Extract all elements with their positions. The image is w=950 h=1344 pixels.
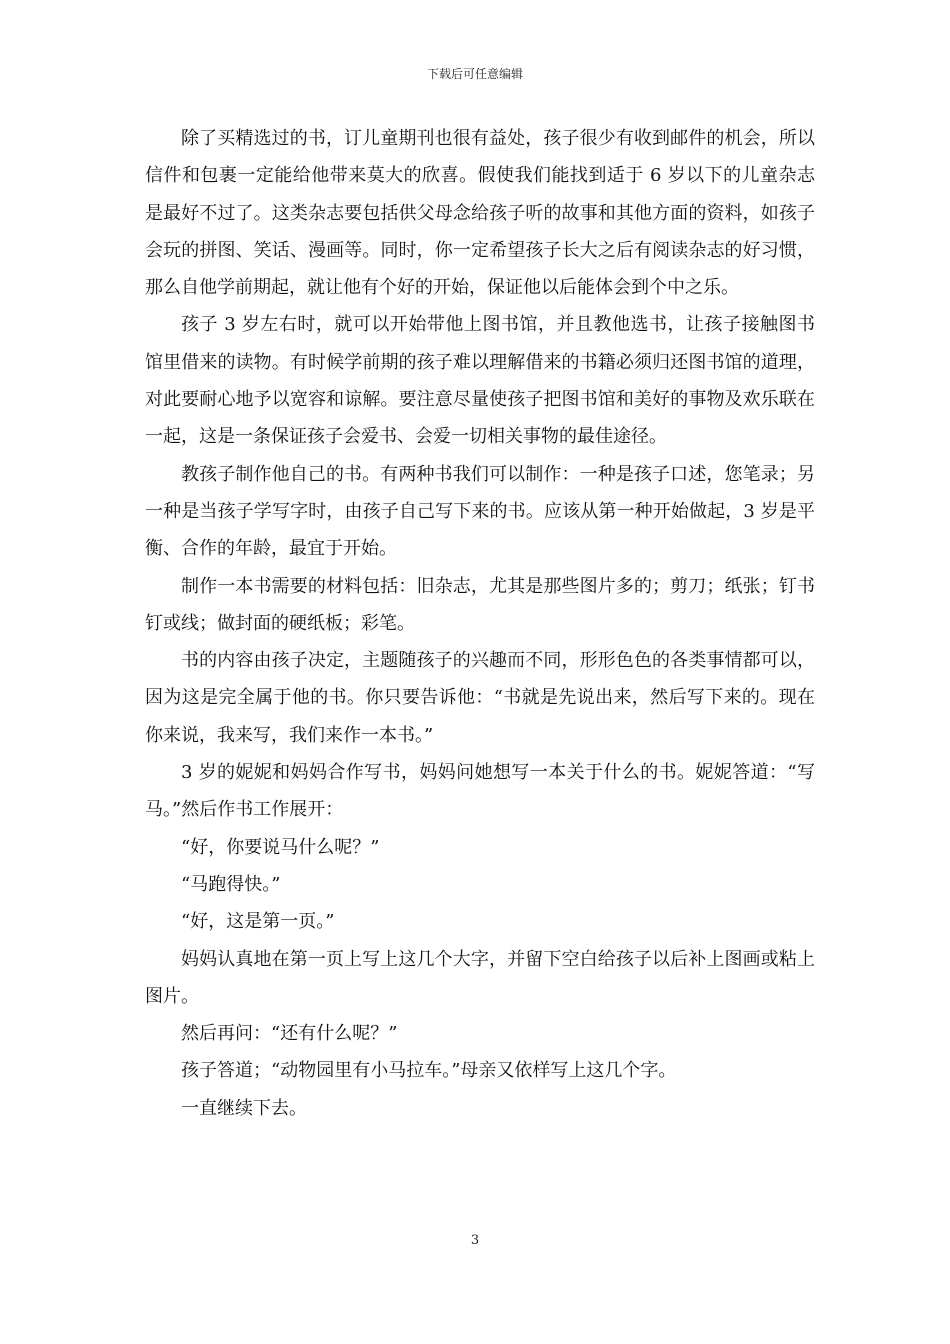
paragraph-6: 3 岁的妮妮和妈妈合作写书，妈妈问她想写一本关于什么的书。妮妮答道：“写马。”然后作书工作展开：	[145, 762, 815, 821]
page-number: 3	[470, 1233, 480, 1248]
page-header: 下载后可任意编辑	[426, 67, 523, 81]
paragraph-2: 孩子 3 岁左右时，就可以开始带他上图书馆，并且教他选书，让孩子接触图书馆里借来的读物。有时候学前期的孩子难以理解借来的书籍必须归还图书馆的道理，对此要耐心地予以宽容和谅解。要注意尽量使孩子把图书馆和美好的事物及欢乐联在一起，这是一条保证孩子会爱书、会爱一切相关事物的最佳途径。	[145, 314, 815, 448]
paragraph-8: “马跑得快。”	[181, 873, 281, 895]
paragraph-4: 制作一本书需要的材料包括：旧杂志，尤其是那些图片多的；剪刀；纸张；钉书钉或线；做封面的硬纸板；彩笔。	[145, 575, 815, 634]
paragraph-13: 一直继续下去。	[181, 1097, 307, 1119]
document-body	[145, 120, 815, 1127]
paragraph-3: 教孩子制作他自己的书。有两种书我们可以制作：一种是孩子口述，您笔录；另一种是当孩子学写字时，由孩子自己写下来的书。应该从第一种开始做起，3 岁是平衡、合作的年龄，最宜于开始。	[145, 463, 815, 560]
paragraph-7: “好，你要说马什么呢？”	[181, 836, 380, 858]
paragraph-9: “好，这是第一页。”	[181, 911, 335, 933]
paragraph-11: 然后再问：“还有什么呢？”	[181, 1023, 398, 1045]
paragraph-1: 除了买精选过的书，订儿童期刊也很有益处，孩子很少有收到邮件的机会，所以信件和包裹一定能给他带来莫大的欣喜。假使我们能找到适于 6 岁以下的儿童杂志是最好不过了。这类杂志要包括供父母念给孩子听的故事和其他方面的资料，如孩子会玩的拼图、笑话、漫画等。同时，你一定希望孩子长大之后有阅读杂志的好习惯，那么自他学前期起，就让他有个好的开始，保证他以后能体会到个中之乐。	[145, 128, 815, 299]
paragraph-10: 妈妈认真地在第一页上写上这几个大字，并留下空白给孩子以后补上图画或粘上图片。	[145, 948, 815, 1007]
paragraph-12: 孩子答道；“动物园里有小马拉车。”母亲又依样写上这几个字。	[181, 1060, 677, 1082]
paragraph-5: 书的内容由孩子决定，主题随孩子的兴趣而不同，形形色色的各类事情都可以，因为这是完全属于他的书。你只要告诉他：“书就是先说出来，然后写下来的。现在你来说，我来写，我们来作一本书。”	[145, 650, 815, 746]
